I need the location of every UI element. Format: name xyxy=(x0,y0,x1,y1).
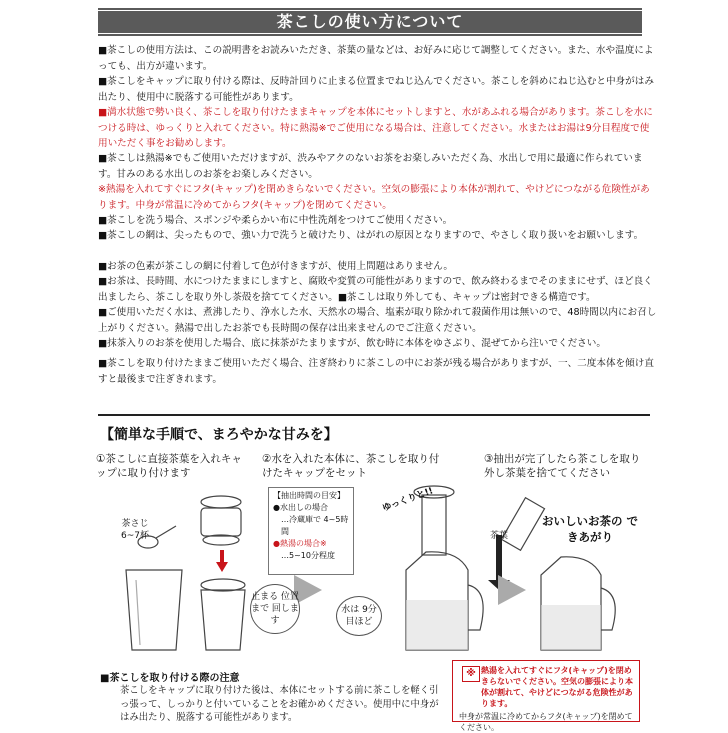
water-level-bubble: 水は 9分目ほど xyxy=(336,596,382,636)
step-2-text: ②水を入れた本体に、茶こしを取り付けたキャップをセット xyxy=(262,453,440,479)
section-divider xyxy=(98,414,650,416)
tumbler-1 xyxy=(126,570,182,650)
paragraph-overflow-warning: ■満水状態で勢い良く、茶こしを取り付けたままキャップを本体にセットしますと、水があふれる場合があります。茶こしを水につける時は、ゆっくりと入れてください。特に熱湯※でご使用になる場合は、注意してください。水またはお湯は9分目程度で使用いただく事をお勧めします。 xyxy=(98,107,653,149)
box-title: 【抽出時間の目安】 xyxy=(273,491,345,500)
procedure-illustration xyxy=(96,480,656,660)
cap-1 xyxy=(201,496,241,508)
stop-position-bubble: 止まる 位置まで 回します xyxy=(250,584,300,634)
paragraph-attach: ■茶こしをキャップに取り付ける際は、反時計回りに止まる位置までねじ込んでください。茶こしを斜めにねじ込むと中身がはみ出たり、使用中に脱落する可能性があります。 xyxy=(98,76,654,103)
banner-rule-bottom xyxy=(98,33,642,34)
leaves-label: 茶葉 xyxy=(489,531,508,541)
hot-water-warning-box xyxy=(452,660,640,732)
note-title: ■茶こしを取り付ける際の注意 xyxy=(100,673,240,684)
strainer-2 xyxy=(422,495,446,555)
paragraph-usage: ■茶こしの使用方法は、この説明書をお読みいただき、茶葉の量などは、お好みに応じて調整してください。また、水や温度によっても、出方が違います。 xyxy=(98,45,654,72)
paragraph-long-soak: ■お茶は、長時間、水につけたままにしますと、腐敗や変質の可能性がありますので、飲み終わるまでそのままにせず、ほど良く出ましたら、茶こしを取り外し茶殻を捨ててください。■茶こしは取り外しても、キャップは密封できる構造です。 xyxy=(98,276,653,303)
box-cold-label: ●水出しの場合 xyxy=(273,503,328,512)
warning-line-2: 中身が常温に冷めてからフタ(キャップ)を閉めてください。 xyxy=(459,712,633,732)
down-arrow-red xyxy=(216,562,228,572)
page-title: 茶こしの使い方について xyxy=(276,12,464,31)
box-hot-value: …5~10分程度 xyxy=(281,551,335,560)
howto-title: 【簡単な手順で、まろやかな甘みを】 xyxy=(100,427,338,443)
step-1-text: ①茶こしに直接茶葉を入れキャップに取り付けます xyxy=(96,453,242,479)
next-arrow-2 xyxy=(498,575,526,605)
paragraph-pouring: ■茶こしを取り付けたままご使用いただく場合、注ぎ終わりに茶こしの中にお茶が残る場合がありますが、一、二度本体を傾け直すと最後まで注ぎきれます。 xyxy=(98,358,654,385)
spoon-label: 茶さじ 6~7杯 xyxy=(121,519,149,541)
extraction-time-box xyxy=(268,487,354,575)
paragraph-hot-water: ■茶こしは熱湯※でもご使用いただけますが、渋みやアクのないお茶をお楽しみいただく為、水出しで用に最適に作られています。甘みのある水出しのお茶をお楽しみください。 xyxy=(98,153,643,180)
page-title-banner xyxy=(98,8,642,36)
slow-label: ゆっくりと!! xyxy=(381,486,435,514)
banner-rule-top xyxy=(98,10,642,11)
paragraph-lid-warning: ※熱湯を入れてすぐにフタ(キャップ)を閉めきらないでください。空気の膨張により本体が割れて、やけどにつながる危険性があります。中身が常温に冷めてからフタ(キャップ)を閉めてください。 xyxy=(98,184,650,211)
paragraph-washing: ■茶こしを洗う場合、スポンジや柔らかい布に中性洗剤をつけてご使用ください。 xyxy=(98,215,453,226)
step-3-text: ③抽出が完了したら茶こしを取り外し茶葉を捨ててください xyxy=(484,453,641,479)
paragraph-water-storage: ■ご使用いただく水は、煮沸したり、浄水した水、天然水の場合、塩素が取り除かれて殺菌作用は無いので、48時間以内にお召し上がりください。熱湯で出したお茶でも長時間の保存は出来ませんのでご注意ください。 xyxy=(98,307,657,334)
paragraph-mesh-care: ■茶こしの網は、尖ったもので、強い力で洗うと破けたり、はがれの原因となりますので、やさしく取り扱いをお願いします。 xyxy=(98,230,644,241)
paragraph-stain: ■お茶の色素が茶こしの網に付着して色が付きますが、使用上問題はありません。 xyxy=(98,261,454,272)
tumbler-2 xyxy=(201,590,245,650)
warning-line-1: 熱湯を入れてすぐにフタ(キャップ)を閉めきらないでください。空気の膨張により本体が割れて、やけどにつながる危険性があります。 xyxy=(481,666,633,708)
done-label: おいしいお茶の できあがり xyxy=(541,514,638,544)
warning-icon: ※ xyxy=(462,666,480,682)
strainer-3 xyxy=(501,498,544,551)
box-hot-label: ●熱湯の場合※ xyxy=(273,539,327,548)
note-body: 茶こしをキャップに取り付けた後は、本体にセットする前に茶こしを軽く引っ張って、しっかりと付いていることをお確かめください。使用中に中身がはみ出たり、脱落する可能性があります。 xyxy=(120,685,439,723)
paragraph-matcha: ■抹茶入りのお茶を使用した場合、底に抹茶がたまりますが、飲む時に本体をゆさぶり、混ぜてから注いでください。 xyxy=(98,338,606,349)
box-cold-value: …冷蔵庫で 4~5時間 xyxy=(281,515,349,536)
